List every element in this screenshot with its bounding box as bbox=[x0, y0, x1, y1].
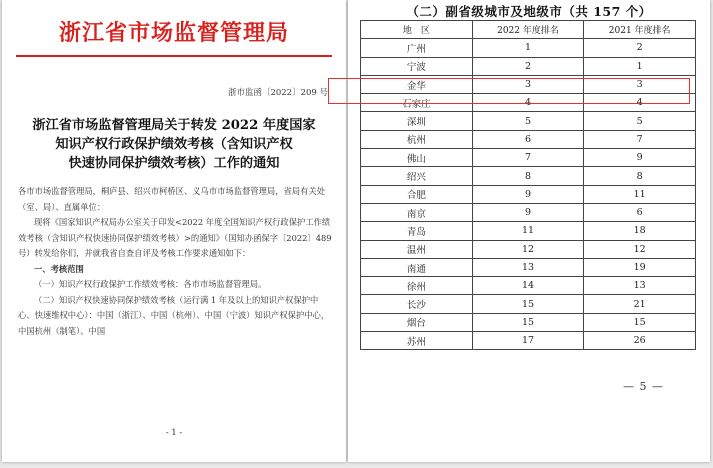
rank-2021-cell: 12 bbox=[584, 240, 696, 258]
rank-2022-cell: 6 bbox=[472, 130, 584, 148]
page-number-right: — 5 — bbox=[623, 380, 664, 393]
rank-2022-cell: 4 bbox=[472, 94, 584, 112]
right-document-page bbox=[348, 0, 710, 462]
table-header-row bbox=[361, 21, 696, 39]
table-row bbox=[361, 112, 696, 130]
table-row bbox=[361, 332, 696, 350]
region-cell: 宁波 bbox=[361, 57, 473, 75]
table-body bbox=[361, 39, 696, 350]
table-row bbox=[361, 39, 696, 57]
title-line: 快速协同保护绩效考核）工作的通知 bbox=[68, 156, 280, 171]
column-header: 地 区 bbox=[361, 21, 473, 39]
table-row bbox=[361, 258, 696, 276]
region-cell: 南京 bbox=[361, 203, 473, 221]
paragraph: 现将《国家知识产权局办公室关于印发<2022 年度全国知识产权行政保护工作绩效考核（含知识产权快速协同保护绩效考核）>的通知》（国知办函保字〔2022〕489 号）转发给你们，并就我省自查自评及考核工作要求通知如下： bbox=[18, 217, 332, 258]
rank-2022-cell: 2 bbox=[472, 57, 584, 75]
notice-title bbox=[12, 116, 336, 173]
region-cell: 深圳 bbox=[361, 112, 473, 130]
rank-2021-cell: 4 bbox=[584, 94, 696, 112]
section-title: （二）副省级城市及地级市（共 157 个） bbox=[406, 4, 652, 19]
region-cell: 广州 bbox=[361, 39, 473, 57]
rank-2022-cell: 9 bbox=[472, 185, 584, 203]
region-cell: 石家庄 bbox=[361, 94, 473, 112]
rank-2022-cell: 7 bbox=[472, 149, 584, 167]
column-header: 2022 年度排名 bbox=[472, 21, 584, 39]
rank-2022-cell: 9 bbox=[472, 203, 584, 221]
rank-2021-cell: 2 bbox=[584, 39, 696, 57]
rank-2021-cell: 13 bbox=[584, 277, 696, 295]
ranking-table bbox=[360, 20, 696, 350]
rank-2021-cell: 5 bbox=[584, 112, 696, 130]
rank-2021-cell: 26 bbox=[584, 332, 696, 350]
rank-2022-cell: 12 bbox=[472, 240, 584, 258]
region-cell: 徐州 bbox=[361, 277, 473, 295]
region-cell: 温州 bbox=[361, 240, 473, 258]
rank-2022-cell: 15 bbox=[472, 295, 584, 313]
section-heading: 一、考核范围 bbox=[34, 263, 84, 274]
rank-2022-cell: 8 bbox=[472, 167, 584, 185]
table-row bbox=[361, 240, 696, 258]
region-cell: 绍兴 bbox=[361, 167, 473, 185]
region-cell: 金华 bbox=[361, 75, 473, 93]
bureau-header: 浙江省市场监督管理局 bbox=[58, 20, 289, 46]
region-cell: 合肥 bbox=[361, 185, 473, 203]
rank-2021-cell: 3 bbox=[584, 75, 696, 93]
region-cell: 佛山 bbox=[361, 149, 473, 167]
rank-2022-cell: 14 bbox=[472, 277, 584, 295]
notice-body bbox=[18, 184, 334, 339]
table-row bbox=[361, 167, 696, 185]
region-cell: 杭州 bbox=[361, 130, 473, 148]
rank-2021-cell: 7 bbox=[584, 130, 696, 148]
rank-2022-cell: 1 bbox=[472, 39, 584, 57]
table-row bbox=[361, 185, 696, 203]
table-row bbox=[361, 149, 696, 167]
rank-2022-cell: 13 bbox=[472, 258, 584, 276]
rank-2021-cell: 18 bbox=[584, 222, 696, 240]
table-row bbox=[361, 203, 696, 221]
rank-2021-cell: 1 bbox=[584, 57, 696, 75]
rank-2022-cell: 3 bbox=[472, 75, 584, 93]
rank-2021-cell: 19 bbox=[584, 258, 696, 276]
red-header-rule bbox=[16, 55, 332, 57]
column-header: 2021 年度排名 bbox=[584, 21, 696, 39]
region-cell: 苏州 bbox=[361, 332, 473, 350]
rank-2022-cell: 5 bbox=[472, 112, 584, 130]
rank-2022-cell: 17 bbox=[472, 332, 584, 350]
region-cell: 青岛 bbox=[361, 222, 473, 240]
region-cell: 烟台 bbox=[361, 313, 473, 331]
page-number-left: - 1 - bbox=[165, 428, 183, 438]
paragraph: 各市市场监督管理局，桐庐县、绍兴市柯桥区、义乌市市场监督管理局，省局有关处（室、局）、直属单位： bbox=[18, 186, 325, 212]
table-row bbox=[361, 94, 696, 112]
paragraph: （二）知识产权快速协同保护绩效考核（运行满 1 年及以上的知识产权保护中心、快速维权中心）：中国（浙江）、中国（杭州）、中国（宁波）知识产权保护中心，中国杭州（制笔）、中国 bbox=[18, 294, 330, 336]
table-row bbox=[361, 57, 696, 75]
region-cell: 南通 bbox=[361, 258, 473, 276]
table-row bbox=[361, 277, 696, 295]
left-document-page bbox=[2, 0, 346, 462]
table-row bbox=[361, 222, 696, 240]
rank-2022-cell: 15 bbox=[472, 313, 584, 331]
region-cell: 长沙 bbox=[361, 295, 473, 313]
rank-2021-cell: 8 bbox=[584, 167, 696, 185]
table-row bbox=[361, 130, 696, 148]
rank-2021-cell: 6 bbox=[584, 203, 696, 221]
title-line: 浙江省市场监督管理局关于转发 2022 年度国家 bbox=[32, 118, 316, 133]
rank-2021-cell: 11 bbox=[584, 185, 696, 203]
table-row bbox=[361, 295, 696, 313]
paragraph: （一）知识产权行政保护工作绩效考核：各市市场监督管理局。 bbox=[34, 279, 267, 289]
title-line: 知识产权行政保护绩效考核（含知识产权 bbox=[55, 137, 293, 152]
document-number: 浙市监函〔2022〕209 号 bbox=[227, 88, 328, 98]
table-row bbox=[361, 313, 696, 331]
rank-2022-cell: 11 bbox=[472, 222, 584, 240]
rank-2021-cell: 15 bbox=[584, 313, 696, 331]
rank-2021-cell: 21 bbox=[584, 295, 696, 313]
rank-2021-cell: 9 bbox=[584, 149, 696, 167]
table-row bbox=[361, 75, 696, 93]
